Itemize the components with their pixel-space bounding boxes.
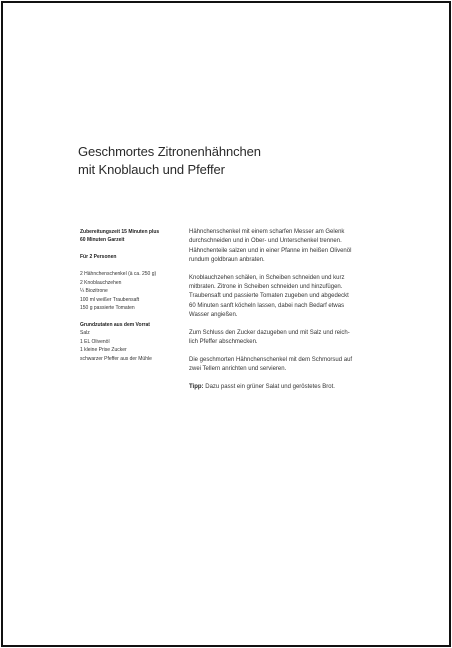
recipe-title-line: Geschmortes Zitronenhähnchen xyxy=(78,144,261,159)
ingredient-item: 2 Knoblauchzehen xyxy=(80,279,122,286)
tip-label: Tipp: xyxy=(189,384,204,391)
instruction-step xyxy=(189,228,389,265)
ingredient-item: 2 Hähnchenschenkel (à ca. 250 g) xyxy=(80,271,157,278)
cook-time: 60 Minuten Garzeit xyxy=(80,237,125,244)
tip-text: Dazu passt ein grüner Salat und geröstetes Brot. xyxy=(203,384,335,391)
instruction-line: 60 Minuten sanft köcheln lassen, dabei nach Bedarf etwas xyxy=(189,302,345,309)
ingredients-column xyxy=(80,228,180,363)
pantry-item: schwarzer Pfeffer aus der Mühle xyxy=(80,355,152,362)
instruction-line: mitbraten. Zitrone in Scheiben schneiden und hinzufügen. xyxy=(189,284,343,291)
instruction-line: zwei Tellern anrichten und servieren. xyxy=(189,366,287,373)
ingredient-item: ¼ Biozitrone xyxy=(80,288,108,295)
instruction-line: durchschneiden und in Ober- und Unterschenkel trennen. xyxy=(189,238,342,245)
instruction-line: lich Pfeffer abschmecken. xyxy=(189,339,258,346)
pantry-item: 1 EL Olivenöl xyxy=(80,338,110,345)
pantry-heading: Grundzutaten aus dem Vorrat xyxy=(80,322,150,329)
instruction-line: Die geschmorten Hähnchenschenkel mit dem Schmorsud auf xyxy=(189,357,353,364)
pantry-item: Salz xyxy=(80,330,90,337)
instruction-step xyxy=(189,356,389,375)
recipe-tip xyxy=(189,383,389,392)
recipe-title xyxy=(78,143,261,179)
instruction-line: Zum Schluss den Zucker dazugeben und mit Salz und reich- xyxy=(189,329,350,336)
prep-time: Zubereitungszeit 15 Minuten plus xyxy=(80,229,160,235)
instruction-line: Hähnchenteile salzen und in einer Pfanne im heißen Olivenöl xyxy=(189,247,352,254)
ingredient-item: 100 ml weißer Traubensaft xyxy=(80,296,140,303)
instruction-line: rundum goldbraun anbraten. xyxy=(189,256,265,263)
instruction-line: Knoblauchzehen schälen, in Scheiben schneiden und kurz xyxy=(189,274,345,281)
instruction-step xyxy=(189,274,389,320)
instructions-column xyxy=(189,228,389,401)
instruction-line: Wasser angießen. xyxy=(189,311,238,318)
instruction-line: Traubensaft und passierte Tomaten zugeben und abgedeckt xyxy=(189,293,349,300)
servings: Für 2 Personen xyxy=(80,254,117,261)
instruction-line: Hähnchenschenkel mit einem scharfen Messer am Gelenk xyxy=(189,229,345,235)
pantry-item: 1 kleine Prise Zucker xyxy=(80,347,127,354)
recipe-title-line: mit Knoblauch und Pfeffer xyxy=(78,162,225,177)
instruction-step xyxy=(189,329,389,348)
ingredient-item: 150 g passierte Tomaten xyxy=(80,305,135,312)
